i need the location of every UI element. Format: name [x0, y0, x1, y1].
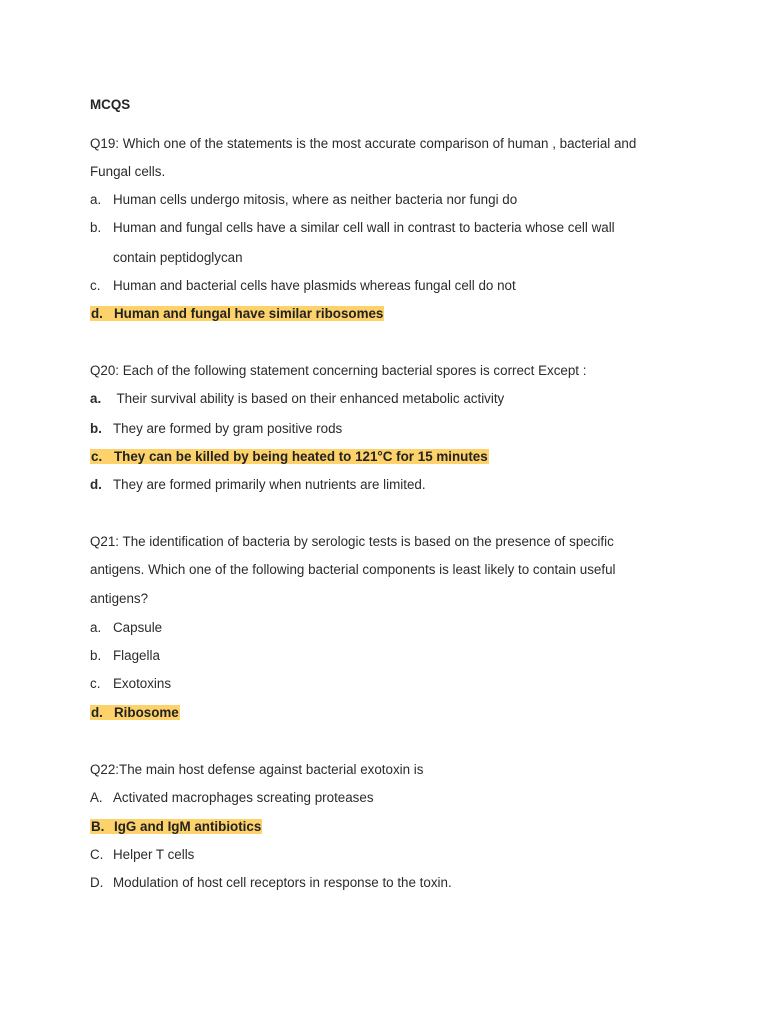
option-letter: A. [90, 790, 103, 805]
option-text: Activated macrophages screating proteases [113, 790, 374, 805]
option-text: Capsule [113, 620, 163, 635]
question-number: Q19: [90, 136, 120, 151]
option-text: Human cells undergo mitosis, where as neither bacteria nor fungi do [113, 192, 518, 207]
option-text: Flagella [113, 648, 160, 663]
option-text: They can be killed by being heated to 121°C for 15 minutes [114, 449, 488, 464]
highlighted-answer [90, 819, 262, 834]
question-text: Which one of the statements is the most accurate comparison of human , bacterial and [119, 136, 637, 151]
question-22-option-a [90, 788, 374, 808]
highlighted-answer [90, 705, 180, 720]
option-text: They are formed by gram positive rods [113, 421, 343, 436]
option-text: Helper T cells [113, 847, 195, 862]
question-text: Each of the following statement concerning bacterial spores is correct Except : [119, 363, 587, 378]
question-21-line-3: antigens? [90, 591, 149, 606]
question-19-line-2: Fungal cells. [90, 164, 166, 179]
question-21-option-d-answer [90, 703, 180, 723]
option-letter: c. [90, 676, 101, 691]
question-19-option-a [90, 190, 517, 210]
highlighted-answer [90, 449, 489, 464]
question-22-option-b-answer [90, 817, 262, 837]
option-letter: d. [91, 705, 103, 720]
option-letter: d. [90, 477, 102, 492]
option-letter: a. [90, 391, 102, 406]
option-text: Modulation of host cell receptors in response to the toxin. [113, 875, 452, 890]
option-text: Human and fungal cells have a similar cell wall in contrast to bacteria whose cell wall [113, 220, 615, 235]
option-text: They are formed primarily when nutrients are limited. [113, 477, 426, 492]
question-22-line-1 [90, 760, 680, 780]
option-letter: a. [90, 620, 102, 635]
option-letter: c. [90, 278, 101, 293]
highlighted-answer [90, 306, 384, 321]
question-19-line-1 [90, 134, 680, 154]
question-19-option-c [90, 276, 516, 296]
question-19-option-d-answer [90, 304, 384, 324]
question-22-option-c [90, 845, 194, 865]
option-letter: b. [90, 220, 102, 235]
option-text: Their survival ability is based on their enhanced metabolic activity [113, 391, 505, 406]
option-text: IgG and IgM antibiotics [114, 819, 262, 834]
question-number: Q20: [90, 363, 120, 378]
option-letter: d. [91, 306, 103, 321]
option-letter: C. [90, 847, 104, 862]
question-19-option-b [90, 218, 615, 238]
question-text: The main host defense against bacterial exotoxin is [119, 762, 424, 777]
option-letter: c. [91, 449, 103, 464]
question-21-option-c [90, 674, 171, 694]
question-21-line-1 [90, 532, 680, 552]
question-22-option-d [90, 873, 452, 893]
question-number: Q22: [90, 762, 120, 777]
question-number: Q21: [90, 534, 120, 549]
option-text: Human and fungal have similar ribosomes [114, 306, 384, 321]
question-20-option-c-answer [90, 447, 489, 467]
question-20-option-d [90, 475, 426, 495]
option-text: Human and bacterial cells have plasmids whereas fungal cell do not [113, 278, 516, 293]
option-letter: b. [90, 421, 102, 436]
option-letter: b. [90, 648, 102, 663]
option-letter: a. [90, 192, 102, 207]
option-letter: B. [91, 819, 105, 834]
question-19-option-b-continued: contain peptidoglycan [113, 250, 243, 265]
question-20-line-1 [90, 361, 680, 381]
question-21-option-a [90, 618, 162, 638]
option-text: Exotoxins [113, 676, 172, 691]
question-21-option-b [90, 646, 160, 666]
page-heading: MCQS [90, 97, 131, 112]
question-20-option-b [90, 419, 342, 439]
option-letter: D. [90, 875, 104, 890]
question-text: The identification of bacteria by serologic tests is based on the presence of specific [119, 534, 614, 549]
question-20-option-a [90, 389, 504, 409]
option-text: Ribosome [114, 705, 179, 720]
question-21-line-2: antigens. Which one of the following bacterial components is least likely to contain useful [90, 562, 616, 577]
